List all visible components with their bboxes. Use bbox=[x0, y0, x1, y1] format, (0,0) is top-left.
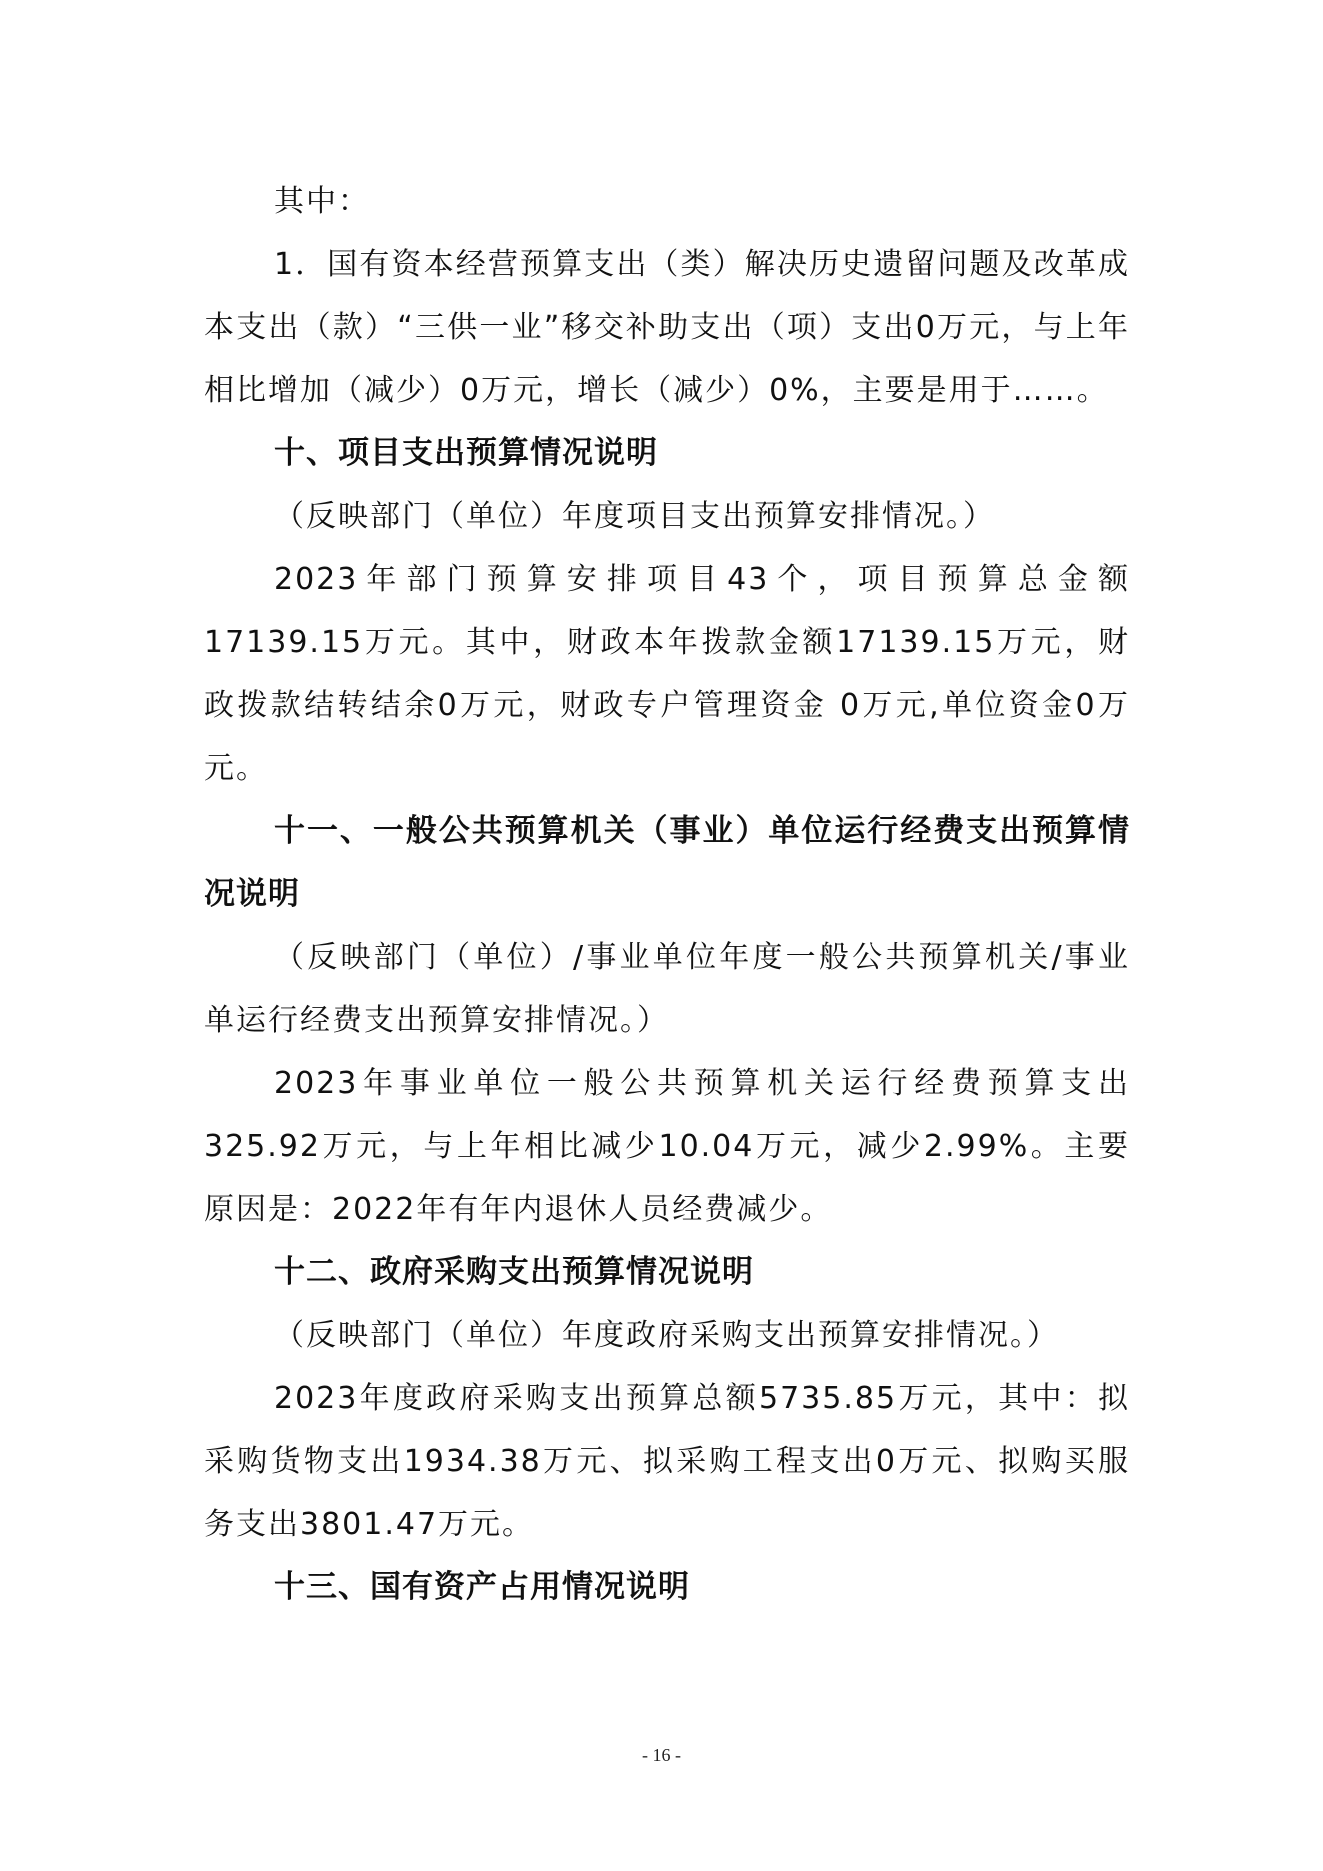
paragraph-procurement: 2023年度政府采购支出预算总额5735.85万元，其中：拟采购货物支出1934.38万元、拟采购工程支出0万元、拟购买服务支出3801.47万元。 bbox=[204, 1381, 1130, 1542]
heading-section-13: 十三、国有资产占用情况说明 bbox=[274, 1569, 690, 1605]
paragraph-intro: 其中： bbox=[274, 184, 370, 219]
paragraph-project-budget: 2023年部门预算安排项目43个，项目预算总金额17139.15万元。其中，财政本年拨款金额17139.15万元，财政拨款结转结余0万元，财政专户管理资金 0万元,单位资金0万元。 bbox=[204, 562, 1130, 786]
page-number: - 16 - bbox=[642, 1745, 681, 1765]
paragraph-item-1: 1．国有资本经营预算支出（类）解决历史遗留问题及改革成本支出（款）“三供一业”移交补助支出（项）支出0万元，与上年相比增加（减少）0万元，增长（减少）0%，主要是用于……。 bbox=[204, 247, 1130, 408]
note-section-12: （反映部门（单位）年度政府采购支出预算安排情况。） bbox=[274, 1318, 1059, 1353]
document-page bbox=[204, 170, 1130, 1619]
note-section-11: （反映部门（单位）/事业单位年度一般公共预算机关/事业单运行经费支出预算安排情况。） bbox=[204, 940, 1130, 1038]
note-section-10: （反映部门（单位）年度项目支出预算安排情况。） bbox=[274, 499, 995, 534]
heading-section-11: 十一、一般公共预算机关（事业）单位运行经费支出预算情况说明 bbox=[204, 813, 1130, 912]
paragraph-operating-expense: 2023年事业单位一般公共预算机关运行经费预算支出325.92万元，与上年相比减少10.04万元，减少2.99%。主要原因是：2022年有年内退休人员经费减少。 bbox=[204, 1066, 1130, 1227]
heading-section-12: 十二、政府采购支出预算情况说明 bbox=[274, 1254, 754, 1290]
heading-section-10: 十、项目支出预算情况说明 bbox=[274, 435, 658, 471]
